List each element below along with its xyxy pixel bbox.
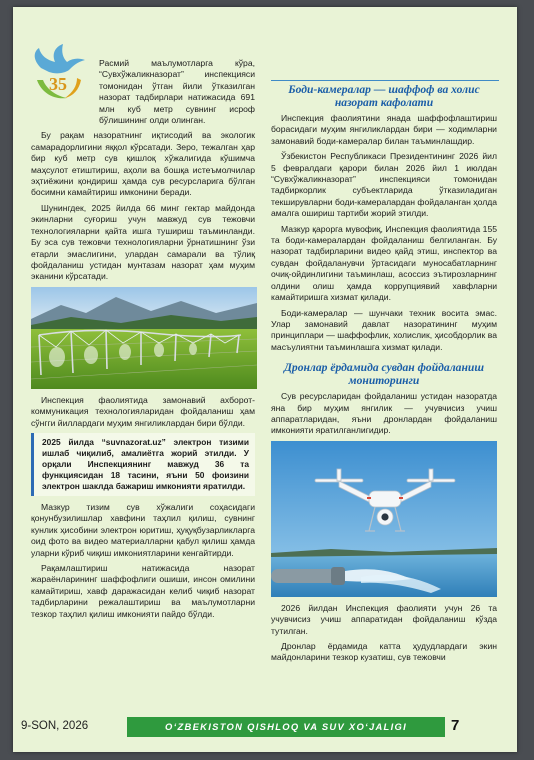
irrigation-photo — [31, 287, 257, 389]
page-number: 7 — [451, 717, 460, 734]
header-rule — [271, 80, 499, 81]
left-paragraph: Бу рақам назоратнинг иқтисодий ва экологик самарадорлигини яққол кўрсатади. Зеро, тежалган ҳар бир куб метр сув қишлоқ хўжалигида кўшимча маҳсулот етиштириш, аҳоли ва бошқа истеъмолчилар эҳтиёжини қондириш ҳамда сув ресурсларига бўлган босимни камайтириш имконини беради. — [31, 130, 255, 198]
irrigation-illustration — [31, 287, 257, 389]
page-footer — [13, 717, 517, 739]
left-column — [31, 58, 255, 624]
drone-photo — [271, 441, 497, 597]
magazine-title: O‘ZBEKISTON QISHLOQ VA SUV XO‘JALIGI — [165, 721, 407, 732]
right-paragraph: Дронлар ёрдамида катта ҳудудлардаги экин майдонларини тезкор кузатиш, сув тежовчи — [271, 640, 497, 663]
left-paragraph: Расмий маълумотларга кўра, “Сувхўжаликназорат” инспекцияси томонидан ўтган йили ўтказилган назорат тадбирлари натижасида 691 млн куб метр сувнинг исроф бўлишининг олди олинган. — [99, 58, 255, 126]
left-paragraph: Шунингдек, 2025 йилда 66 минг гектар майдонда экинларни суғориш учун мавжуд сув тежовчи технологияларни қайта ишга тушириш таъминланди. Бу эса сув тежовчи технологияларни ўрнатишнинг ўзи етарли эмаслигини, улардан самарали ва тўлиқ фойдаланиш устидан мунтазам назорат ҳам муҳим эканини кўрсатади. — [31, 202, 255, 282]
right-paragraph: Боди-камералар — шунчаки техник восита эмас. Улар замонавий давлат назоратининг муҳим принциплари — шаффофлик, холислик, ҳисобдорлик ва масъулиятни таъминлашга хизмат қилади. — [271, 307, 497, 352]
magazine-page — [13, 7, 517, 752]
right-paragraph: Ўзбекистон Республикаси Президентининг 2026 йил 5 февралдаги қарори билан 2026 йил 1 июлдан “Сувхўжаликназорат” инспекцияси томонидан тадбиркорлик субъектларида ўтказиладиган текширувларни боди-камералардан фойдаланган ҳолда амалга ошириш тартиби жорий этилди. — [271, 151, 497, 219]
section-heading-drones: Дронлар ёрдамида сувдан фойдаланиш мониторинги — [283, 361, 484, 388]
photo-caption: Инспекция фаолиятида замонавий ахборот-коммуникация технологияларидан фойдаланиш ҳам сўнгги йиллардаги муҳим янгиликлардан бири бўлди. — [31, 394, 255, 428]
right-paragraph: Сув ресурсларидан фойдаланиш устидан назоратда яна бир муҳим янгилик — учувчисиз учиш аппаратларидан, яъни дронлардан фойдаланиш имконияти яратилганлигидир. — [271, 391, 497, 436]
right-column — [271, 83, 497, 668]
drone-illustration — [271, 441, 497, 597]
suvnazorat-callout: 2025 йилда “suvnazorat.uz” электрон тизими ишлаб чиқилиб, амалиётга жорий этилди. У орқали Инспекциянинг мавжуд 36 та функциясидан 18 тасини, яъни 50 фоизини электрон шаклда бажариш имконияти яратилди. — [31, 433, 255, 496]
right-paragraph: Инспекция фаолиятини янада шаффофлаштириш борасидаги муҳим янгиликлардан бири — ходимларни замонавий боди-камералар билан таъминлашдир. — [271, 113, 497, 146]
magazine-banner — [127, 717, 445, 737]
issue-date: 9-SON, 2026 — [21, 720, 89, 732]
right-paragraph: 2026 йилдан Инспекция фаолияти учун 26 та учувчисиз учиш аппаратидан фойдаланиш кўзда тутилган. — [271, 602, 497, 636]
left-paragraph: Рақамлаштириш натижасида назорат жараёнларининг шаффофлиги ошиши, инсон омилини камайтириш, хавф даражасидан келиб чиқиб назорат тадбирларини режалаштириш ва маълумотларни тезкор таҳлил қилиш имконияти пайдо бўлди. — [31, 562, 255, 619]
logo-number: 35 — [49, 74, 67, 94]
section-heading-bodycams: Боди-камералар — шаффоф ва холис назорат кафолати — [288, 83, 480, 109]
left-paragraph: Мазкур тизим сув хўжалиги соҳасидаги қонунбузилишлар хавфини таҳлил қилиш, сувнинг кунлик ҳисобини электрон юритиш, ҳуқуқбузарликларга оид фото ва видео материалларни қабул қилиш ҳамда уларни кўриб чиқиш имкониятларини кенгайтирди. — [31, 501, 255, 558]
right-paragraph: Мазкур қарорга мувофиқ, Инспекция фаолиятида 155 та боди-камералардан фойдаланиш белгиланган. Бу назорат тадбирларини видео қайд этиш, инспектор ва сувдан фойдаланувчи ўртасидаги муносабатларнинг очиқ-ойдинлигини таъминлаш, асоссиз эътирозларнинг олдини олиш ҳамда коррупциявий хавфларни камайтиришга хизмат қилади. — [271, 223, 497, 303]
